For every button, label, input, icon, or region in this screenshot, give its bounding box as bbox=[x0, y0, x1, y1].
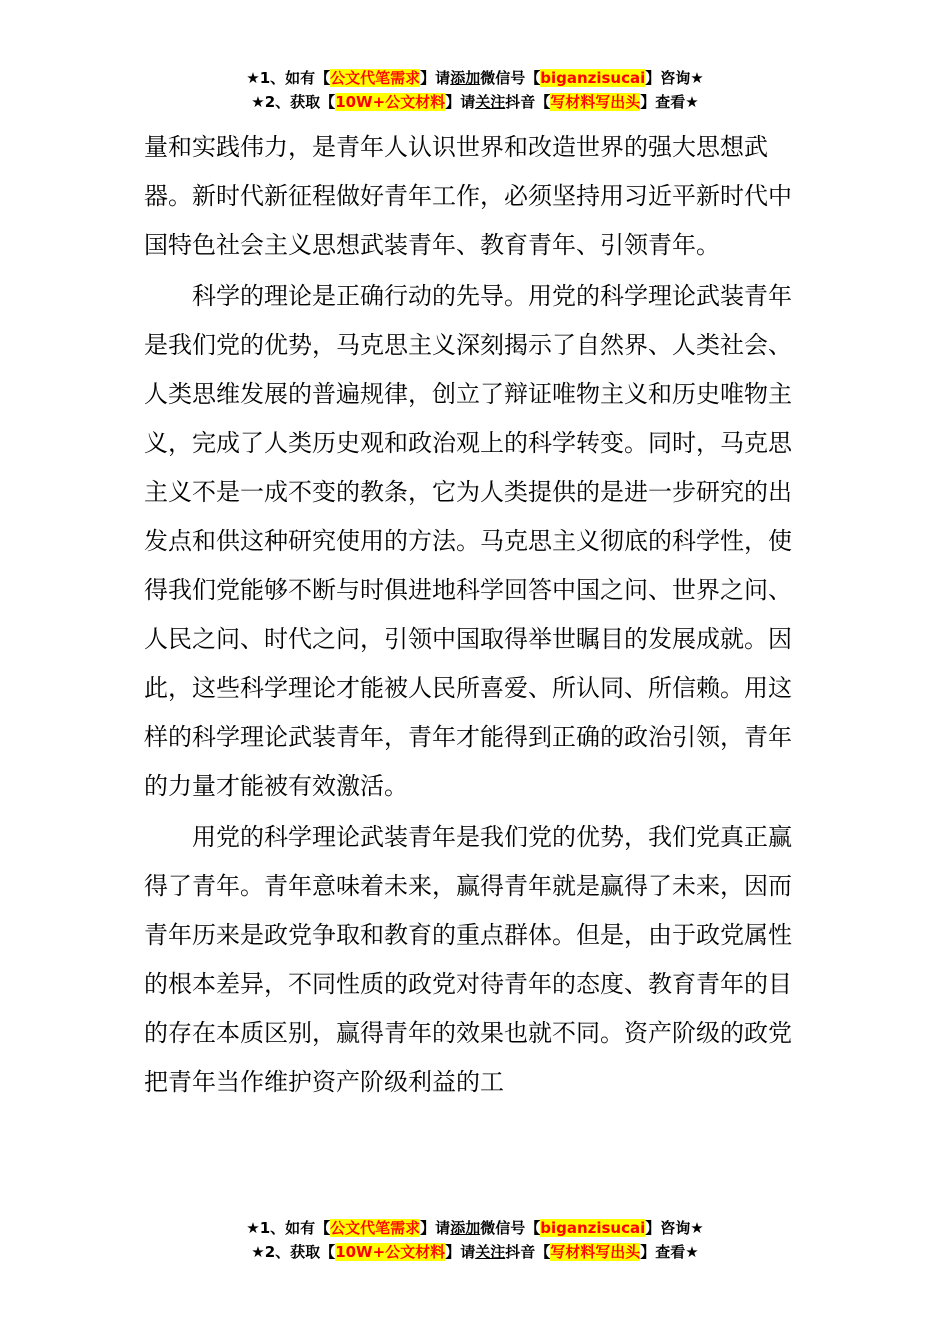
banner-text: ★2、获取【 bbox=[251, 93, 336, 111]
banner-text: 】请 bbox=[445, 93, 476, 111]
banner-underlined-text: 关注 bbox=[475, 93, 506, 111]
banner-text: 抖音【 bbox=[505, 93, 551, 111]
banner-text: 】查看★ bbox=[640, 93, 699, 111]
banner-line-1 bbox=[0, 1216, 950, 1240]
document-body bbox=[144, 123, 806, 1107]
banner-text: 】咨询★ bbox=[645, 1219, 704, 1237]
banner-text: 】咨询★ bbox=[645, 69, 704, 87]
banner-highlight: 10W+公文材料 bbox=[335, 1243, 446, 1261]
banner-highlight: 写材料写出头 bbox=[550, 93, 641, 111]
banner-text: ★2、获取【 bbox=[251, 1243, 336, 1261]
banner-underlined-text: 添加 bbox=[450, 69, 481, 87]
banner-text: 】查看★ bbox=[640, 1243, 699, 1261]
banner-line-1 bbox=[0, 66, 950, 90]
banner-line-2 bbox=[0, 1240, 950, 1264]
banner-underlined-text: 关注 bbox=[475, 1243, 506, 1261]
paragraph: 科学的理论是正确行动的先导。用党的科学理论武装青年是我们党的优势，马克思主义深刻揭示了自然界、人类社会、人类思维发展的普遍规律，创立了辩证唯物主义和历史唯物主义，完成了人类历史观和政治观上的科学转变。同时，马克思主义不是一成不变的教条，它为人类提供的是进一步研究的出发点和供这种研究使用的方法。马克思主义彻底的科学性，使得我们党能够不断与时俱进地科学回答中国之问、世界之问、人民之问、时代之问，引领中国取得举世瞩目的发展成就。因此，这些科学理论才能被人民所喜爱、所认同、所信赖。用这样的科学理论武装青年，青年才能得到正确的政治引领，青年的力量才能被有效激活。 bbox=[144, 282, 792, 800]
banner-text: 微信号【 bbox=[480, 1219, 541, 1237]
banner-text: 抖音【 bbox=[505, 1243, 551, 1261]
header-banner bbox=[0, 66, 950, 114]
banner-highlight: 10W+公文材料 bbox=[335, 93, 446, 111]
banner-highlight: 公文代笔需求 bbox=[330, 1219, 421, 1237]
banner-text: 微信号【 bbox=[480, 69, 541, 87]
banner-text: 】请 bbox=[420, 69, 451, 87]
banner-text: ★1、如有【 bbox=[246, 69, 331, 87]
paragraph: 量和实践伟力，是青年人认识世界和改造世界的强大思想武器。新时代新征程做好青年工作，必须坚持用习近平新时代中国特色社会主义思想武装青年、教育青年、引领青年。 bbox=[144, 133, 792, 259]
footer-banner bbox=[0, 1216, 950, 1264]
banner-highlight: biganzisucai bbox=[540, 69, 646, 87]
banner-text: 】请 bbox=[445, 1243, 476, 1261]
paragraph: 用党的科学理论武装青年是我们党的优势，我们党真正赢得了青年。青年意味着未来，赢得青年就是赢得了未来，因而青年历来是政党争取和教育的重点群体。但是，由于政党属性的根本差异，不同性质的政党对待青年的态度、教育青年的目的存在本质区别，赢得青年的效果也就不同。资产阶级的政党把青年当作维护资产阶级利益的工 bbox=[144, 823, 792, 1096]
banner-highlight: biganzisucai bbox=[540, 1219, 646, 1237]
banner-text: 】请 bbox=[420, 1219, 451, 1237]
banner-underlined-text: 添加 bbox=[450, 1219, 481, 1237]
banner-highlight: 写材料写出头 bbox=[550, 1243, 641, 1261]
banner-line-2 bbox=[0, 90, 950, 114]
banner-highlight: 公文代笔需求 bbox=[330, 69, 421, 87]
banner-text: ★1、如有【 bbox=[246, 1219, 331, 1237]
